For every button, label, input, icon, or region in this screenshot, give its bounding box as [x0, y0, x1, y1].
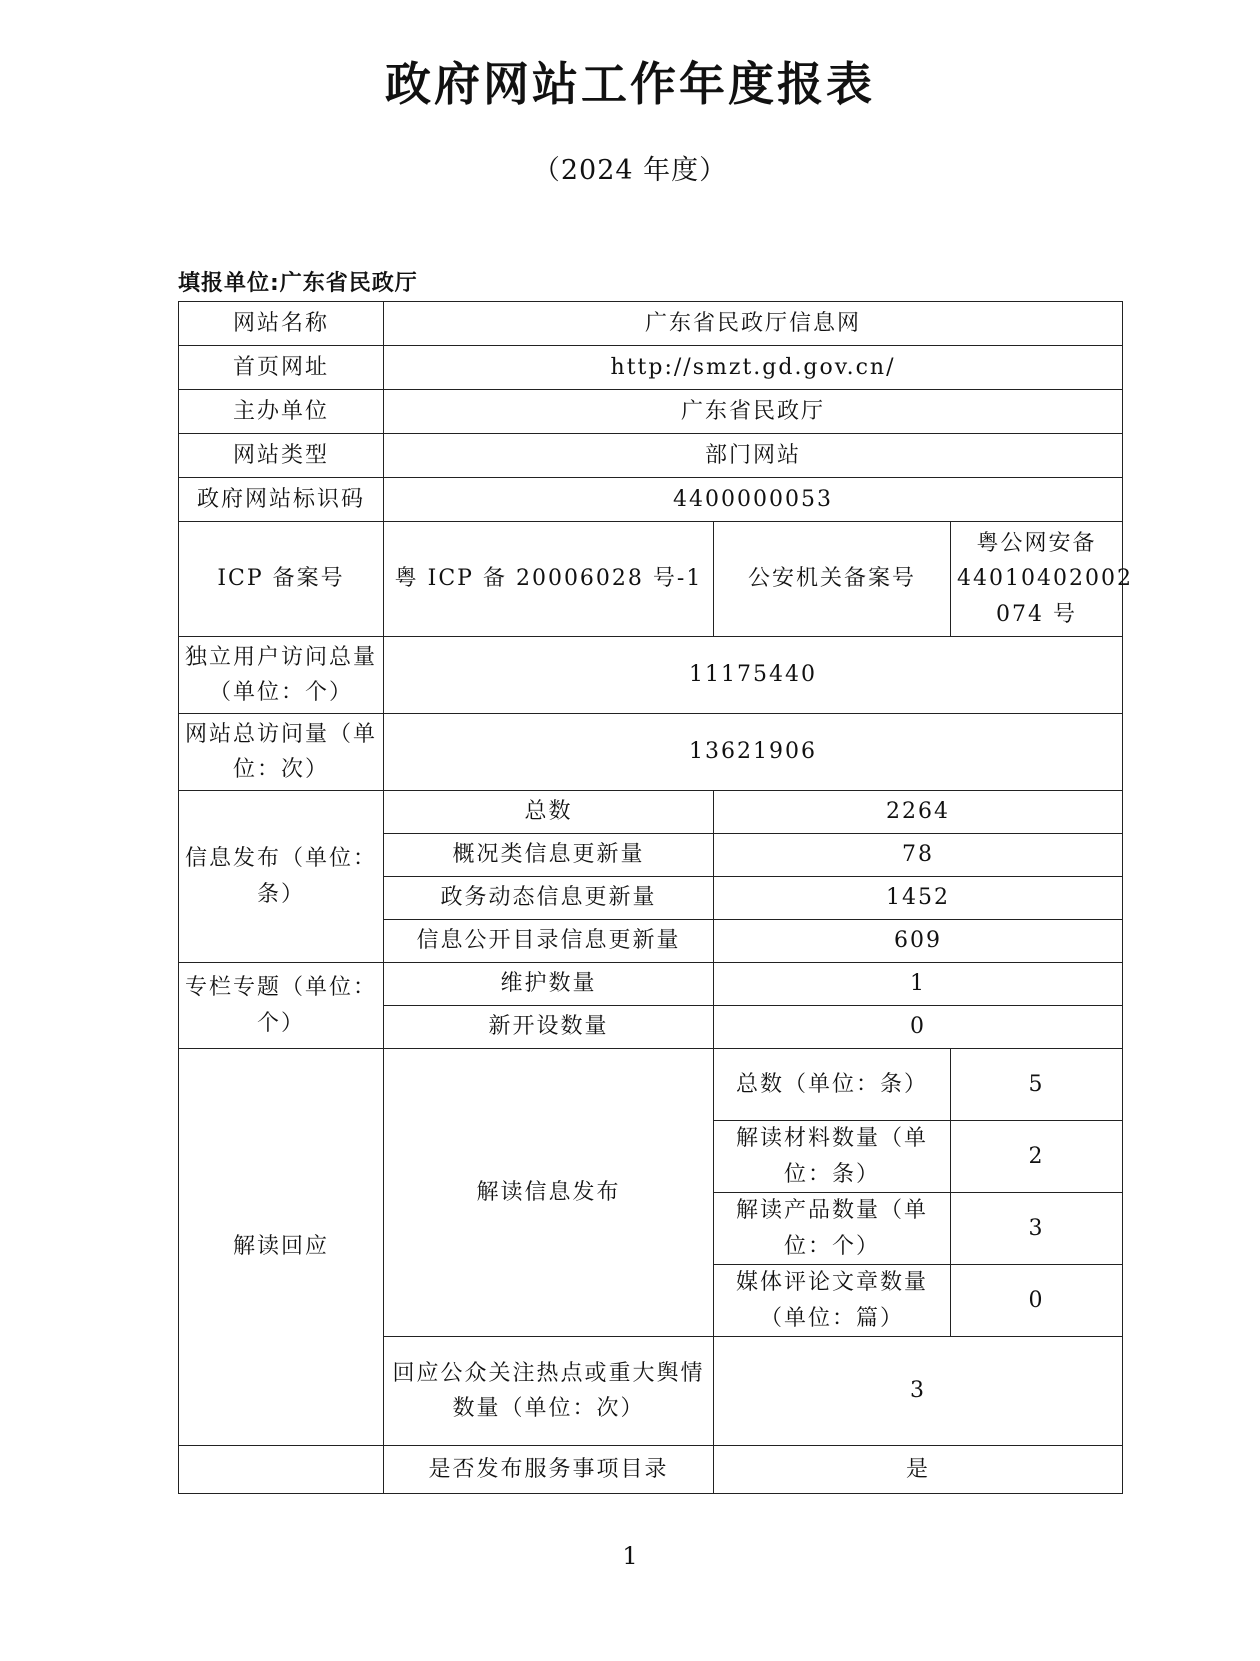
table-row	[179, 1446, 1123, 1494]
page-number: 1	[622, 1542, 638, 1570]
police-record-value: 粤公网安备 44010402002 074 号	[951, 522, 1123, 637]
homepage-label: 首页网址	[179, 346, 384, 390]
maintained-value: 1	[714, 963, 1123, 1006]
hotspot-response-value: 3	[714, 1337, 1123, 1446]
disclosure-update-label: 信息公开目录信息更新量	[384, 920, 714, 963]
homepage-url: http://smzt.gd.gov.cn/	[384, 346, 1123, 390]
table-row	[179, 478, 1123, 522]
icp-value: 粤 ICP 备 20006028 号-1	[384, 522, 714, 637]
interp-total-value: 5	[951, 1049, 1123, 1121]
columns-label: 专栏专题（单位：个）	[179, 963, 384, 1049]
overview-update-value: 78	[714, 834, 1123, 877]
maintained-label: 维护数量	[384, 963, 714, 1006]
media-article-value: 0	[951, 1265, 1123, 1337]
unique-visitors-value: 11175440	[384, 637, 1123, 714]
interp-material-value: 2	[951, 1121, 1123, 1193]
table-row	[179, 390, 1123, 434]
interp-material-label: 解读材料数量（单位：条）	[714, 1121, 951, 1193]
table-row	[179, 963, 1123, 1006]
info-total-value: 2264	[714, 791, 1123, 834]
sponsor-label: 主办单位	[179, 390, 384, 434]
site-type-value: 部门网站	[384, 434, 1123, 478]
service-catalog-value: 是	[714, 1446, 1123, 1494]
police-record-label: 公安机关备案号	[714, 522, 951, 637]
table-row	[179, 434, 1123, 478]
interp-product-value: 3	[951, 1193, 1123, 1265]
table-row	[179, 637, 1123, 714]
table-row	[179, 791, 1123, 834]
site-name-label: 网站名称	[179, 302, 384, 346]
filing-unit: 填报单位:广东省民政厅	[178, 271, 418, 296]
info-publish-label: 信息发布（单位：条）	[179, 791, 384, 963]
report-year: （2024 年度）	[532, 155, 728, 186]
interpretation-publish-label: 解读信息发布	[384, 1049, 714, 1337]
table-row	[179, 346, 1123, 390]
new-columns-label: 新开设数量	[384, 1006, 714, 1049]
icp-label: ICP 备案号	[179, 522, 384, 637]
empty-cell	[179, 1446, 384, 1494]
media-article-label: 媒体评论文章数量（单位：篇）	[714, 1265, 951, 1337]
site-type-label: 网站类型	[179, 434, 384, 478]
total-visits-value: 13621906	[384, 714, 1123, 791]
interp-product-label: 解读产品数量（单位：个）	[714, 1193, 951, 1265]
site-code-label: 政府网站标识码	[179, 478, 384, 522]
table-row	[179, 714, 1123, 791]
service-catalog-label: 是否发布服务事项目录	[384, 1446, 714, 1494]
news-update-label: 政务动态信息更新量	[384, 877, 714, 920]
hotspot-response-label: 回应公众关注热点或重大舆情数量（单位：次）	[384, 1337, 714, 1446]
report-title: 政府网站工作年度报表	[385, 57, 875, 111]
unique-visitors-label: 独立用户访问总量（单位：个）	[179, 637, 384, 714]
interpretation-label: 解读回应	[179, 1049, 384, 1446]
report-table	[178, 301, 1133, 1494]
info-total-label: 总数	[384, 791, 714, 834]
site-name-value: 广东省民政厅信息网	[384, 302, 1123, 346]
sponsor-value: 广东省民政厅	[384, 390, 1123, 434]
table-row	[179, 302, 1123, 346]
news-update-value: 1452	[714, 877, 1123, 920]
table-row	[179, 522, 1123, 637]
table-row	[179, 1049, 1123, 1121]
interp-total-label: 总数（单位：条）	[714, 1049, 951, 1121]
site-code-value: 4400000053	[384, 478, 1123, 522]
total-visits-label: 网站总访问量（单位：次）	[179, 714, 384, 791]
overview-update-label: 概况类信息更新量	[384, 834, 714, 877]
disclosure-update-value: 609	[714, 920, 1123, 963]
new-columns-value: 0	[714, 1006, 1123, 1049]
